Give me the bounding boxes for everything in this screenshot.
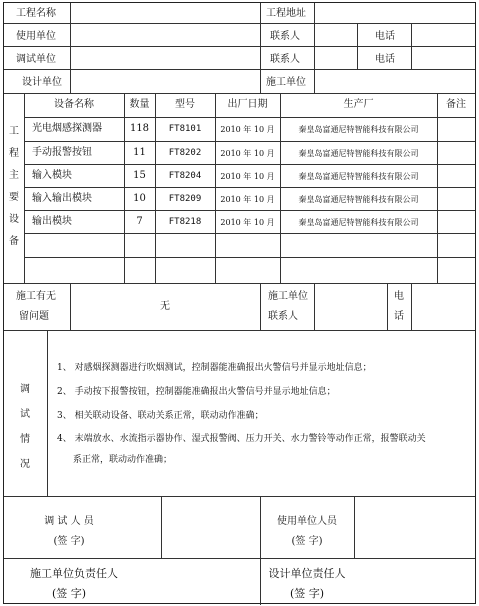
rule	[24, 257, 475, 258]
rule	[24, 141, 475, 142]
cell-model: FT8204	[168, 171, 202, 181]
side-char: 试	[20, 409, 30, 420]
rule	[4, 46, 475, 47]
cell-name: 手动报警按钮	[32, 147, 92, 158]
rule	[411, 23, 412, 69]
side-char: 程	[9, 148, 19, 159]
equipment-side-label	[7, 121, 21, 253]
cell-date: 2010 年 10 月	[220, 218, 275, 227]
construction-unit-label: 施工单位	[268, 291, 308, 302]
rule	[155, 93, 156, 283]
rule	[4, 283, 475, 284]
rule	[215, 93, 216, 283]
rule	[4, 23, 475, 24]
cell-maker: 秦皇岛富通尼特智能科技有限公司	[298, 125, 419, 134]
phone-label: 电话	[375, 31, 395, 42]
debug-item: 系正常，联动动作准确；	[73, 455, 173, 465]
rule	[24, 187, 475, 188]
construction-head-label: 施工单位负责任人	[30, 567, 118, 580]
design-sign-label: (签 字)	[289, 587, 325, 600]
cell-date: 2010 年 10 月	[220, 149, 275, 158]
rule	[387, 283, 388, 330]
cell-date: 2010 年 10 月	[220, 125, 275, 134]
rule	[354, 496, 355, 558]
user-staff-label: 使用单位人员	[277, 516, 337, 527]
side-char: 情	[20, 434, 30, 445]
side-char: 要	[9, 192, 19, 203]
cell-name: 输入模块	[32, 170, 72, 181]
rule	[24, 233, 475, 234]
project-name-label: 工程名称	[16, 8, 56, 19]
side-char: 主	[9, 170, 19, 181]
cell-qty: 15	[133, 170, 146, 181]
debug-item: 3、 相关联动设备、联动关系正常，联动动作准确；	[57, 411, 264, 421]
col-header-date: 出厂日期	[227, 99, 268, 110]
issues-label: 施工有无	[16, 291, 56, 302]
phone-label: 电话	[375, 54, 395, 65]
rule	[4, 496, 475, 497]
contact-label: 联系人	[270, 54, 300, 65]
side-char: 工	[9, 126, 19, 137]
cell-qty: 10	[133, 193, 146, 204]
side-char: 况	[20, 459, 30, 470]
cell-model: FT8218	[168, 217, 202, 227]
cell-name: 输出模块	[32, 216, 72, 227]
cell-maker: 秦皇岛富通尼特智能科技有限公司	[298, 218, 419, 227]
contact-label: 联系人	[270, 31, 300, 42]
debug-side-label	[18, 377, 32, 477]
cell-model: FT8101	[168, 124, 202, 134]
design-unit-label: 设计单位	[22, 77, 62, 88]
rule	[24, 93, 25, 283]
col-header-maker: 生产厂	[343, 99, 374, 110]
rule	[280, 93, 281, 283]
rule	[260, 283, 261, 330]
col-header-qty: 数量	[129, 99, 150, 110]
col-header-model: 型号	[175, 99, 195, 110]
issues-label: 留问题	[19, 311, 49, 322]
rule	[260, 3, 261, 93]
rule	[124, 93, 125, 283]
cell-date: 2010 年 10 月	[220, 195, 275, 204]
debug-unit-label: 调试单位	[16, 54, 56, 65]
rule	[357, 23, 358, 69]
cell-maker: 秦皇岛富通尼特智能科技有限公司	[298, 149, 419, 158]
debug-sign-label: (签 字)	[53, 536, 85, 547]
design-head-label: 设计单位责任人	[268, 567, 346, 580]
col-header-name: 设备名称	[54, 99, 94, 110]
rule	[4, 93, 475, 94]
side-char: 调	[20, 384, 30, 395]
issues-value: 无	[160, 301, 170, 312]
phone-label: 电	[394, 291, 404, 302]
cell-name: 输入输出模块	[32, 193, 92, 204]
cell-maker: 秦皇岛富通尼特智能科技有限公司	[298, 195, 419, 204]
rule	[437, 93, 438, 283]
rule	[314, 283, 315, 330]
debug-item: 1、 对感烟探测器进行吹烟测试，控制器能准确报出火警信号并显示地址信息；	[57, 363, 372, 373]
cell-date: 2010 年 10 月	[220, 172, 275, 181]
contact-label: 联系人	[268, 311, 298, 322]
cell-model: FT8202	[168, 148, 202, 158]
col-header-notes: 备注	[446, 99, 466, 110]
cell-qty: 118	[129, 123, 150, 134]
rule	[4, 558, 475, 559]
side-char: 备	[9, 236, 19, 247]
side-char: 设	[9, 214, 19, 225]
inspection-form	[3, 2, 476, 604]
construction-sign-label: (签 字)	[51, 587, 87, 600]
rule	[24, 164, 475, 165]
user-unit-label: 使用单位	[16, 31, 56, 42]
rule	[70, 3, 71, 93]
rule	[47, 330, 48, 496]
cell-qty: 7	[136, 216, 143, 227]
cell-maker: 秦皇岛富通尼特智能科技有限公司	[298, 172, 419, 181]
rule	[24, 210, 475, 211]
project-address-label: 工程地址	[266, 8, 306, 19]
cell-name: 光电烟感探测器	[32, 123, 102, 134]
debug-item: 4、 末端放水、水流指示器协作、湿式报警阀、压力开关、水力警铃等动作正常，报警联动关	[57, 434, 426, 444]
construction-unit-label: 施工单位	[266, 77, 306, 88]
user-sign-label: (签 字)	[291, 536, 323, 547]
debug-item: 2、 手动按下报警按钮，控制器能准确报出火警信号并显示地址信息；	[57, 387, 336, 397]
rule	[4, 69, 475, 70]
cell-qty: 11	[133, 147, 146, 158]
rule	[24, 117, 475, 118]
phone-label: 话	[394, 311, 404, 322]
rule	[161, 496, 162, 558]
cell-model: FT8209	[168, 194, 202, 204]
rule	[4, 330, 475, 331]
rule	[411, 283, 412, 330]
rule	[314, 3, 315, 93]
debug-staff-label: 调 试 人 员	[44, 516, 94, 527]
